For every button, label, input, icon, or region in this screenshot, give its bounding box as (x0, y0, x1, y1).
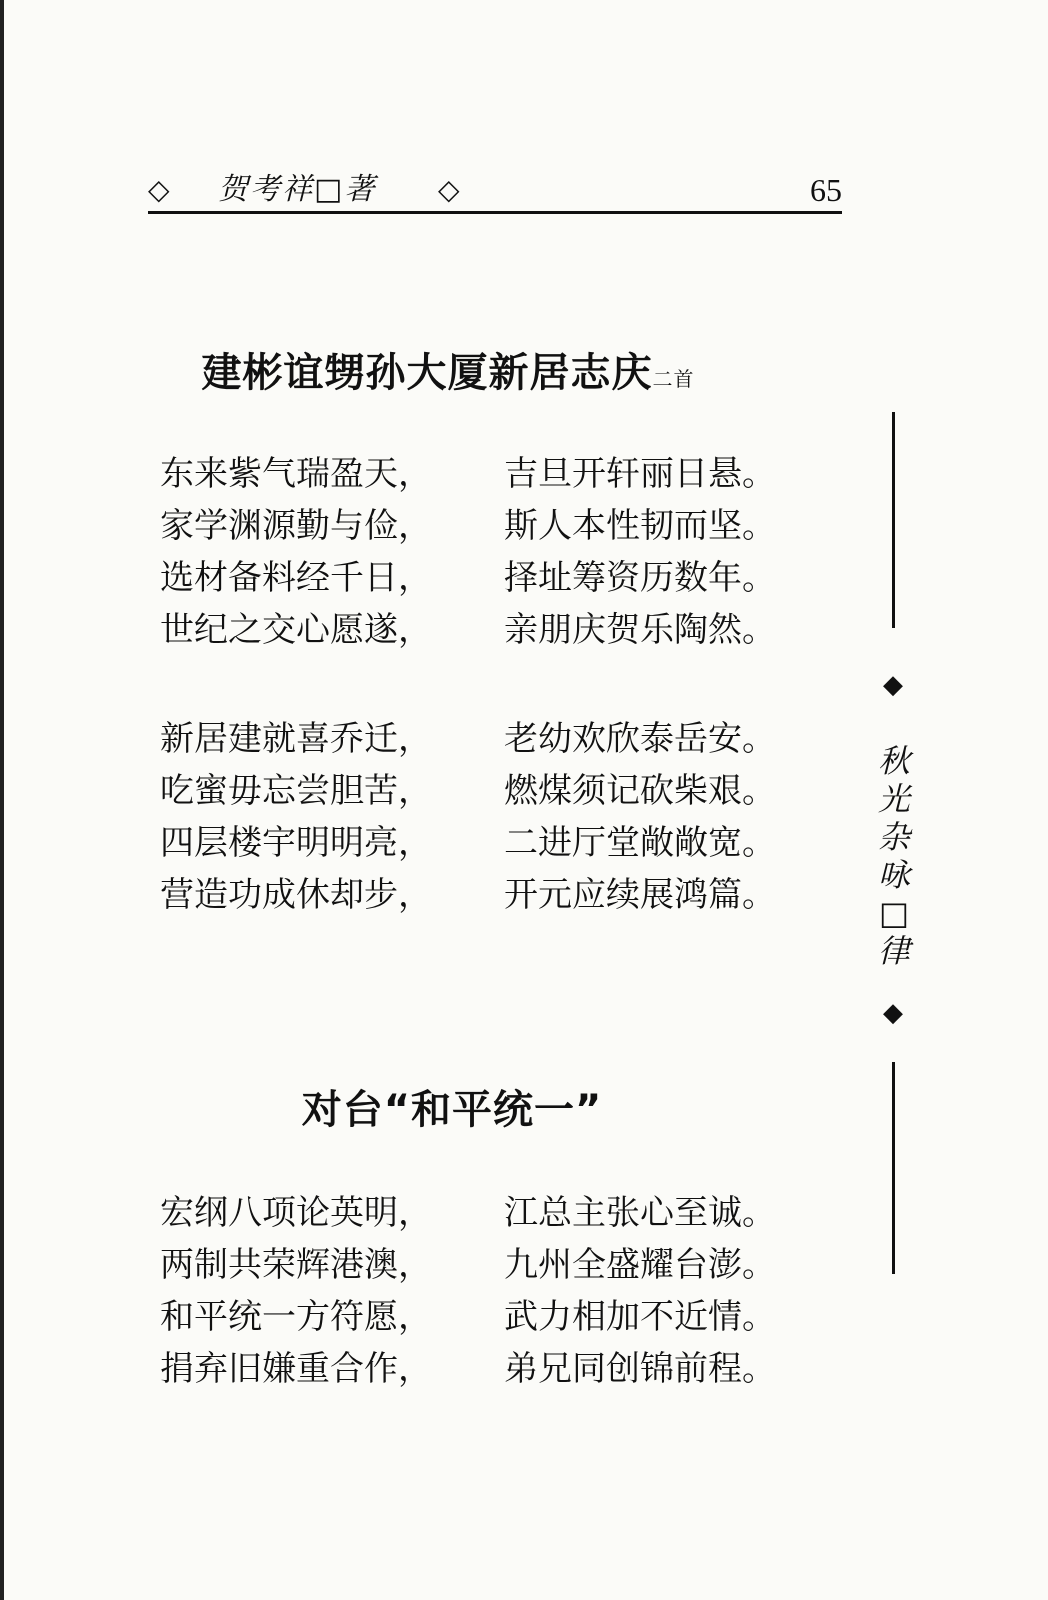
verse-first-half: 东来紫气瑞盈天， (160, 454, 432, 494)
header-rule (148, 211, 842, 214)
verse-second-half: 老幼欢欣泰岳安。 (504, 719, 776, 759)
book-title: 贺考祥□著 (218, 172, 377, 207)
running-header (148, 172, 842, 212)
verse-line (160, 1187, 800, 1239)
verse-second-half: 亲朋庆贺乐陶然。 (504, 610, 776, 650)
diamond-filled-icon: ◆ (883, 670, 903, 700)
verse-first-half: 和平统一方符愿， (160, 1297, 432, 1337)
verse-second-half: 九州全盛耀台澎。 (504, 1245, 776, 1285)
verse-first-half: 捐弃旧嫌重合作， (160, 1349, 432, 1389)
verse-line (160, 1239, 800, 1291)
verse-second-half: 江总主张心至诚。 (504, 1193, 776, 1233)
verse-second-half: 斯人本性韧而坚。 (504, 506, 776, 546)
stanza (160, 713, 800, 921)
verse-first-half: 两制共荣辉港澳， (160, 1245, 432, 1285)
page-edge-shadow (0, 0, 4, 1600)
verse-line (160, 869, 800, 921)
verse-line (160, 604, 800, 656)
verse-first-half: 世纪之交心愿遂， (160, 610, 432, 650)
verse-first-half: 家学渊源勤与俭， (160, 506, 432, 546)
verse-first-half: 吃蜜毋忘尝胆苦， (160, 771, 432, 811)
verse-second-half: 开元应续展鸿篇。 (504, 875, 776, 915)
verse-second-half: 二进厅堂敞敞宽。 (504, 823, 776, 863)
section-title-vertical: 秋光杂咏□律 (877, 742, 910, 970)
verse-first-half: 营造功成休却步， (160, 875, 432, 915)
verse-first-half: 四层楼宇明明亮， (160, 823, 432, 863)
verse-first-half: 选材备料经千日， (160, 558, 432, 598)
poem-title-text: 建彬谊甥孙大厦新居志庆 (201, 350, 653, 396)
verse-line (160, 1343, 800, 1395)
stanza (160, 1187, 800, 1395)
diamond-outline-icon: ◇ (148, 173, 170, 206)
verse-line (160, 765, 800, 817)
poem-title (2, 1085, 902, 1135)
verse-line (160, 713, 800, 765)
poem-title-text: 对台“和平统一” (301, 1087, 603, 1133)
verse-line (160, 552, 800, 604)
diamond-filled-icon: ◆ (883, 998, 903, 1028)
page-number: 65 (810, 172, 842, 208)
verse-second-half: 择址筹资历数年。 (504, 558, 776, 598)
verse-first-half: 宏纲八项论英明， (160, 1193, 432, 1233)
poem-title-note: 二首 (652, 367, 695, 391)
verse-line (160, 1291, 800, 1343)
verse-second-half: 燃煤须记砍柴艰。 (504, 771, 776, 811)
verse-second-half: 吉旦开轩丽日悬。 (504, 454, 776, 494)
verse-line (160, 500, 800, 552)
diamond-outline-icon: ◇ (438, 173, 460, 206)
stanza (160, 448, 800, 656)
verse-line (160, 448, 800, 500)
poem-title (0, 348, 898, 404)
sidebar-rule-top (892, 412, 895, 628)
sidebar-rule-bottom (892, 1062, 895, 1274)
verse-second-half: 弟兄同创锦前程。 (504, 1349, 776, 1389)
verse-line (160, 817, 800, 869)
verse-first-half: 新居建就喜乔迁， (160, 719, 432, 759)
verse-second-half: 武力相加不近情。 (504, 1297, 776, 1337)
